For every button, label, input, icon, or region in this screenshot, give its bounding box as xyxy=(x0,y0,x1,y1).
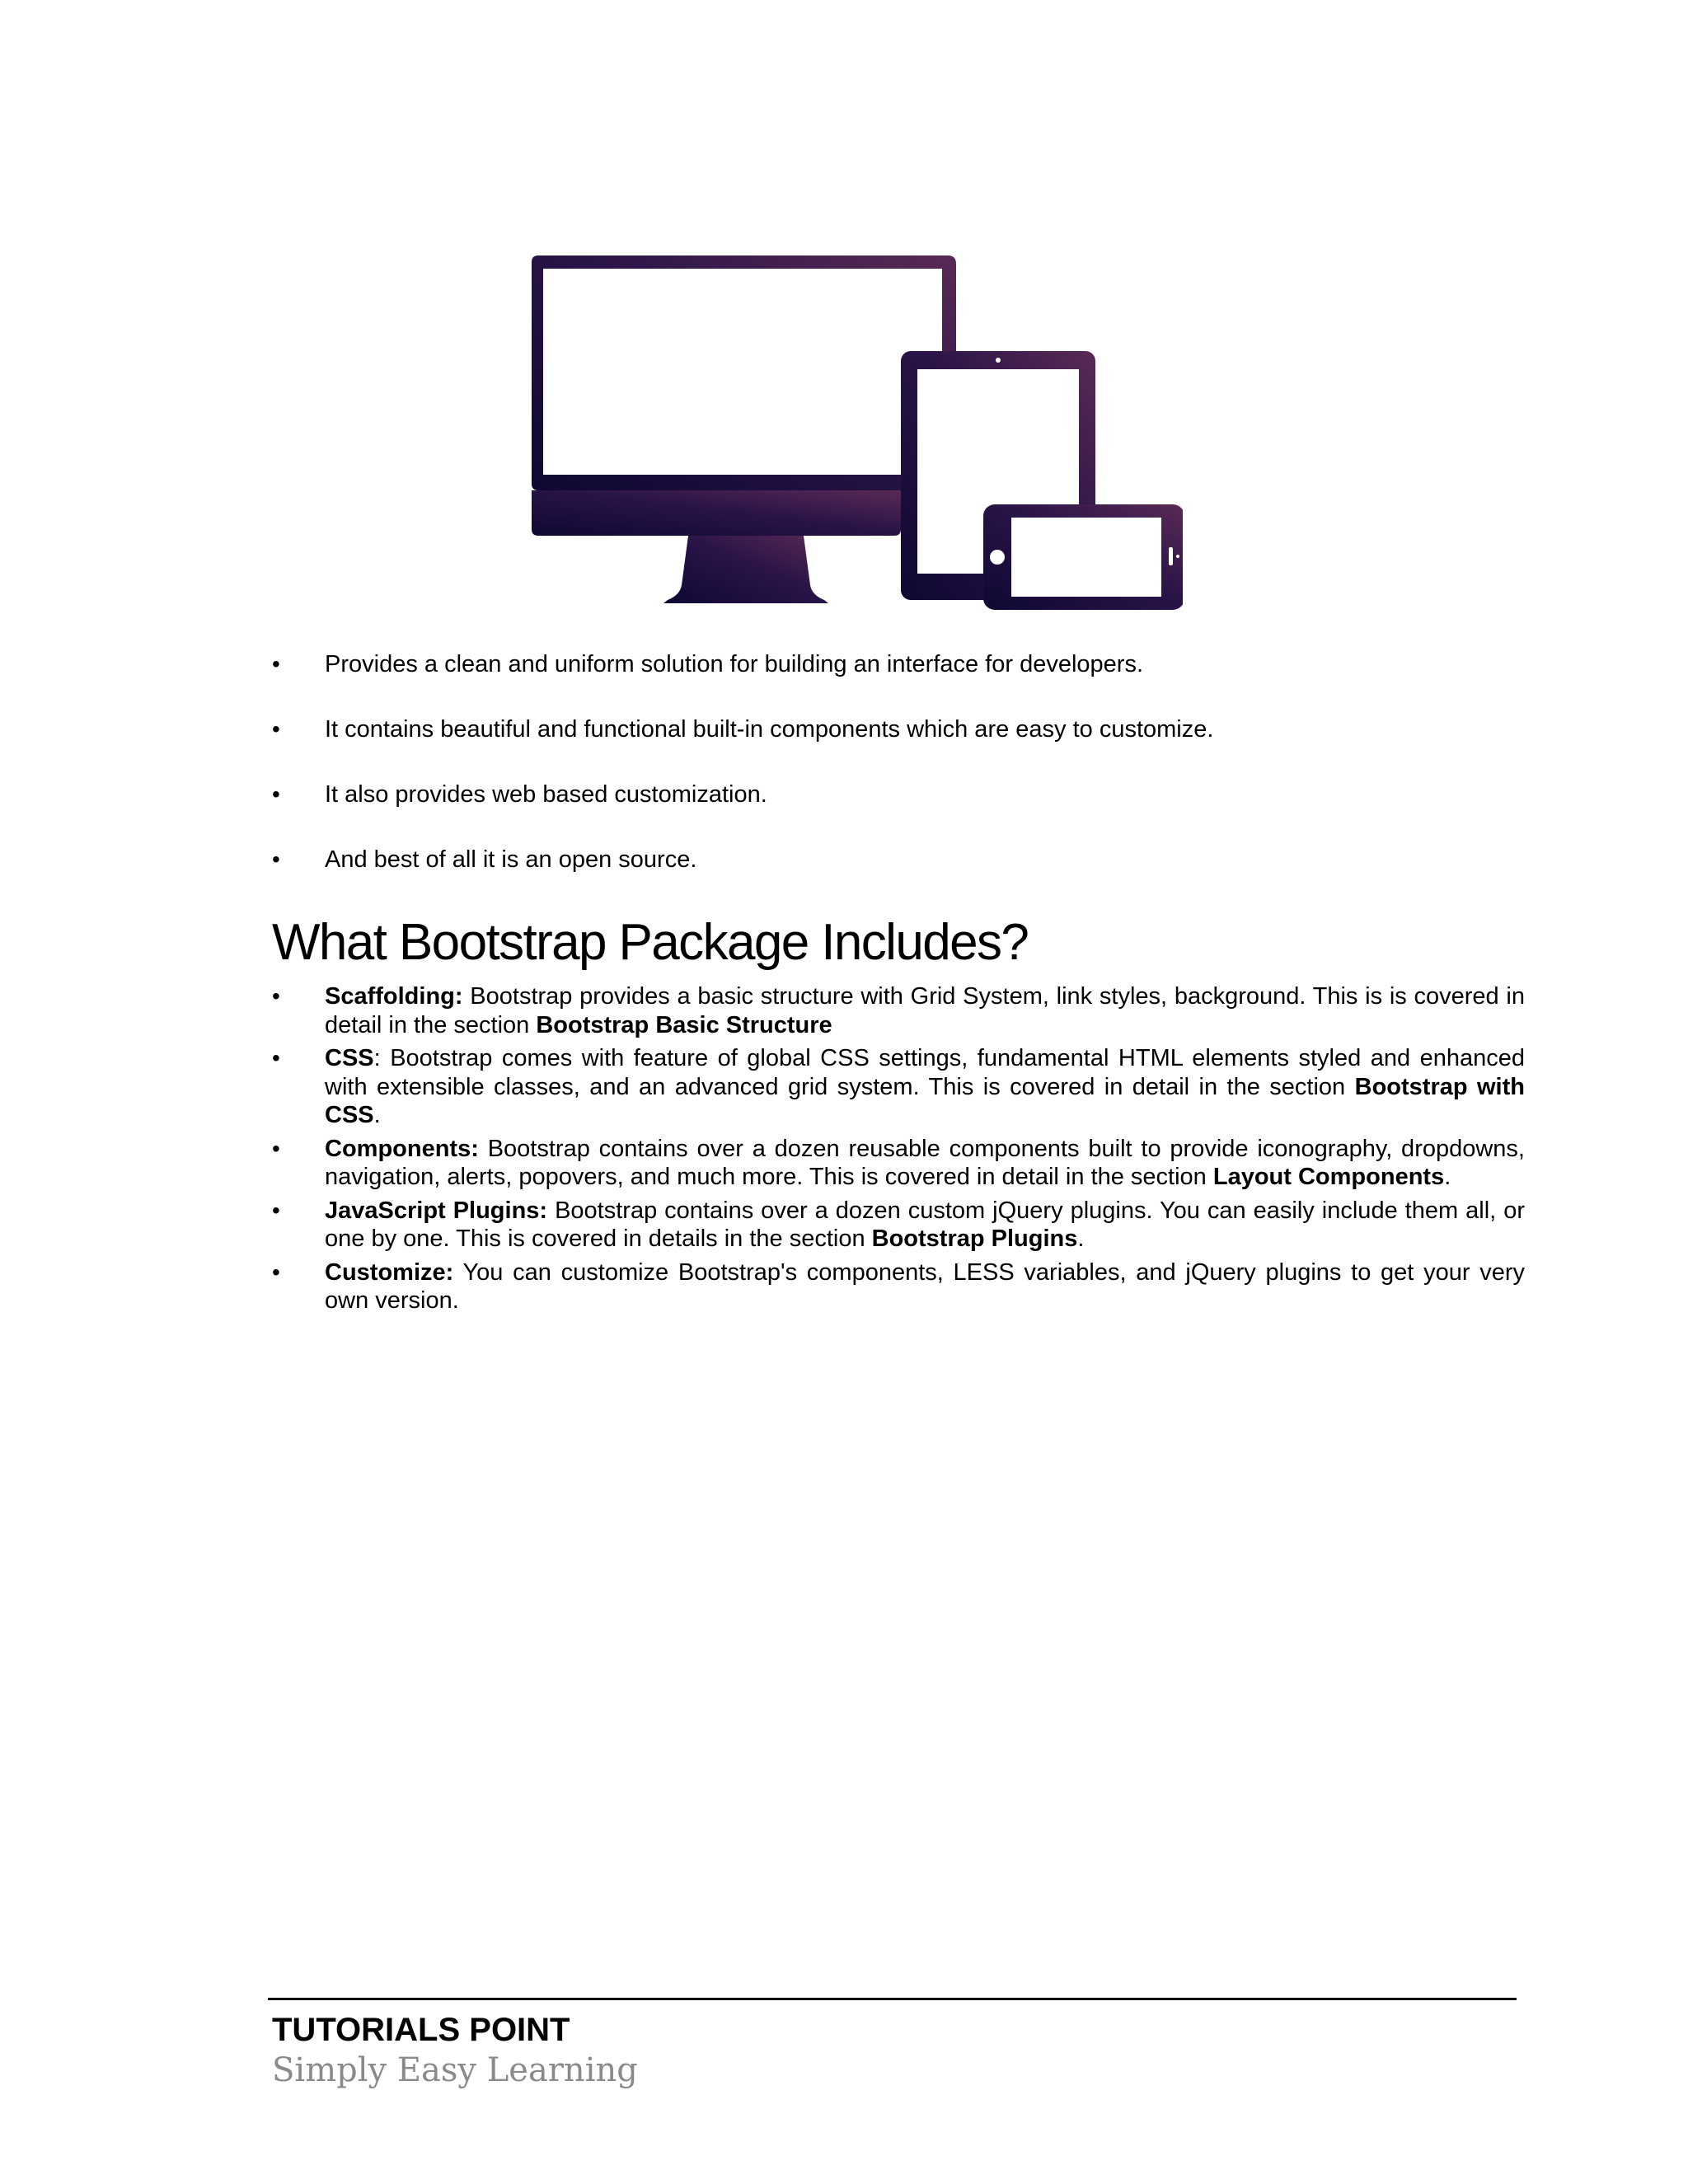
item-section-ref: Bootstrap Basic Structure xyxy=(536,1011,832,1038)
footer-tagline: Simply Easy Learning xyxy=(272,2051,638,2089)
item-term: CSS xyxy=(325,1045,374,1071)
bullet-icon: • xyxy=(272,1135,280,1161)
bullet-icon: • xyxy=(272,716,280,742)
item-section-ref: Bootstrap Plugins xyxy=(871,1226,1078,1252)
item-text: You can customize Bootstrap's components, LESS variables, and jQuery plugins to get your very own version. xyxy=(325,1258,1525,1314)
item-section-ref: Layout Components xyxy=(1212,1164,1445,1190)
item-after: . xyxy=(1077,1226,1085,1252)
item-term: Components: xyxy=(325,1135,479,1162)
item-term: Scaffolding: xyxy=(325,983,463,1010)
section-heading: What Bootstrap Package Includes? xyxy=(272,914,1029,971)
list-item xyxy=(272,1044,1525,1130)
item-text: : Bootstrap comes with feature of global CSS settings, fundamental HTML elements styled and enhanced with extensible classes, and an advanced grid system. This is covered in detail in the section xyxy=(325,1045,1525,1100)
footer-divider xyxy=(268,1998,1517,2000)
list-item: • And best of all it is an open source. xyxy=(272,843,1525,876)
bullet-icon: • xyxy=(272,1197,280,1223)
bullet-icon: • xyxy=(272,1045,280,1071)
responsive-devices-icon xyxy=(532,255,1183,610)
list-item xyxy=(272,1135,1525,1192)
item-text: Bootstrap contains over a dozen custom jQuery plugins. You can easily include them all, or one by one. This is covered in details in the section xyxy=(325,1197,1525,1252)
feature-list xyxy=(272,648,1525,908)
footer-brand: TUTORIALS POINT xyxy=(272,2012,570,2048)
bullet-icon: • xyxy=(272,846,280,872)
list-item xyxy=(272,1197,1525,1254)
item-section-ref: Bootstrap with CSS xyxy=(325,1073,1525,1128)
bullet-icon: • xyxy=(272,781,280,807)
item-term: Customize: xyxy=(325,1258,454,1286)
item-after: . xyxy=(373,1102,381,1128)
list-item xyxy=(272,982,1525,1039)
monitor-icon xyxy=(532,255,956,603)
item-text: Bootstrap provides a basic structure with Grid System, link styles, background. This is is covered in detail in the section xyxy=(325,983,1525,1038)
item-term: JavaScript Plugins: xyxy=(325,1197,548,1224)
bullet-icon: • xyxy=(272,983,280,1009)
phone-icon xyxy=(983,504,1183,610)
item-text: Bootstrap contains over a dozen reusable components built to provide iconography, dropdowns, navigation, alerts, popovers, and much more. This is covered in detail in the section xyxy=(325,1135,1525,1190)
bullet-icon: • xyxy=(272,651,280,677)
includes-list xyxy=(272,982,1525,1320)
list-item: • It contains beautiful and functional built-in components which are easy to customize. xyxy=(272,713,1525,746)
list-item: • It also provides web based customization. xyxy=(272,778,1525,811)
list-item xyxy=(272,1258,1525,1315)
list-item: • Provides a clean and uniform solution for building an interface for developers. xyxy=(272,648,1525,681)
bullet-icon: • xyxy=(272,1258,280,1285)
item-after: . xyxy=(1444,1164,1451,1190)
